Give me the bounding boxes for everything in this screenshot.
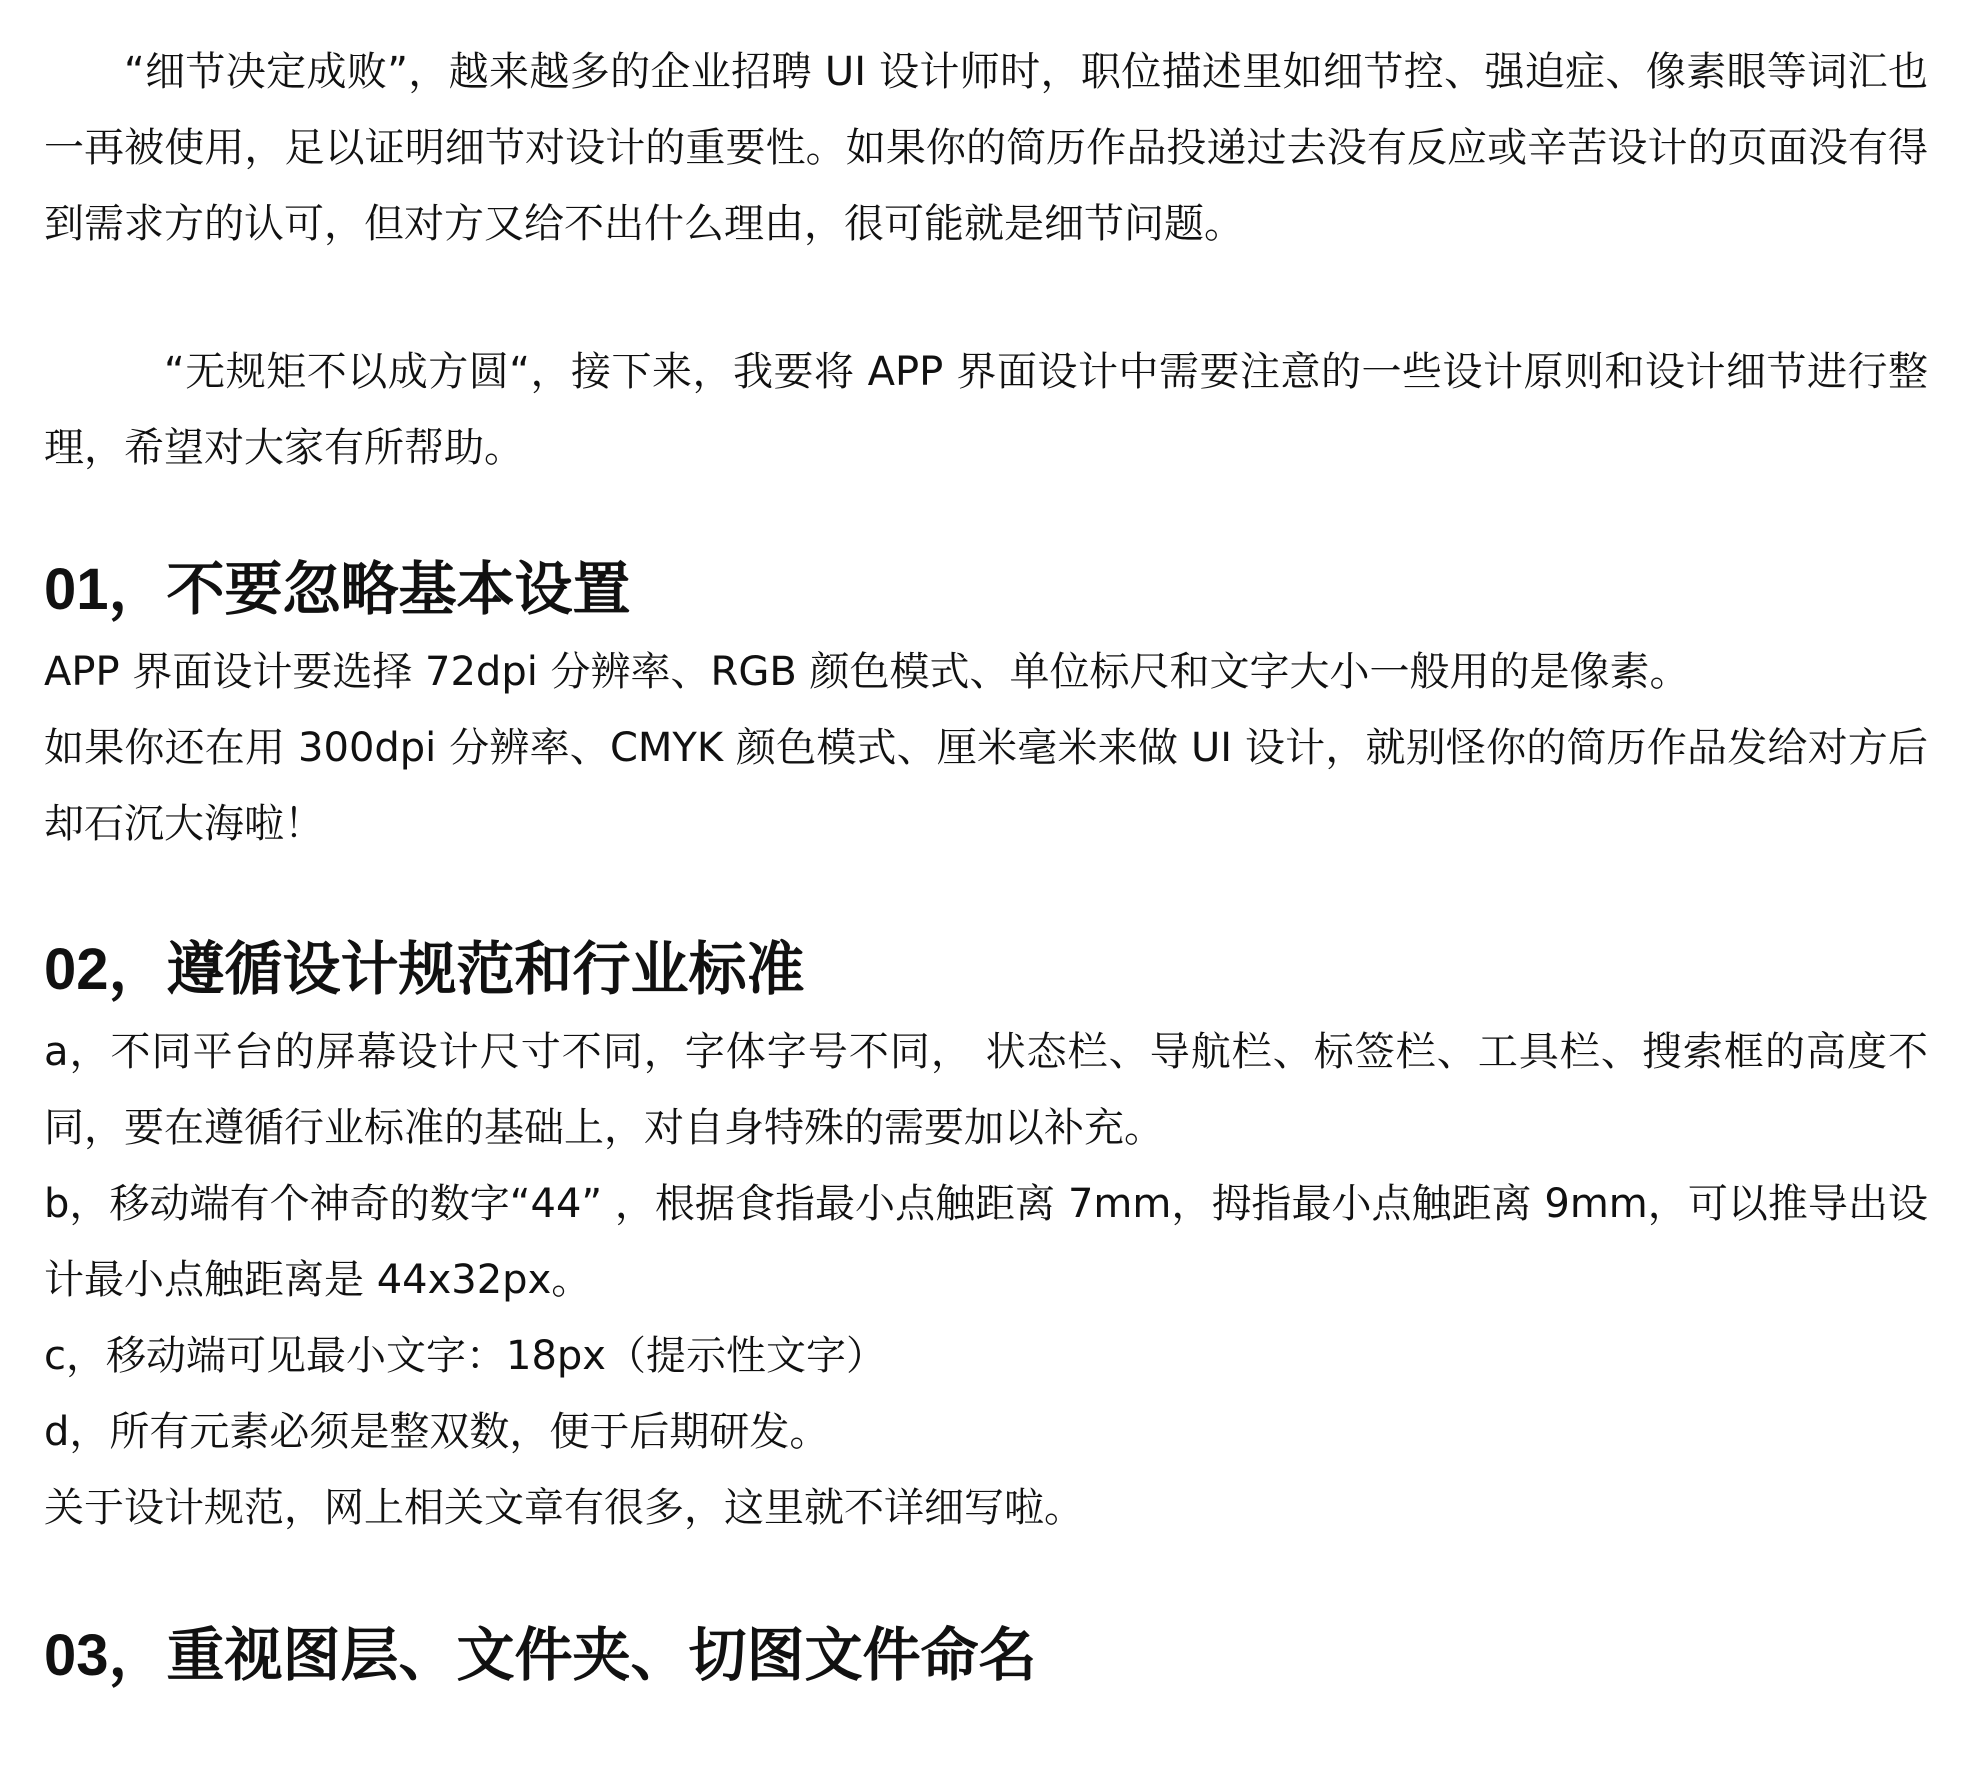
section-heading-01: 01，不要忽略基本设置 bbox=[44, 557, 631, 622]
intro-paragraph-1: “细节决定成败”，越来越多的企业招聘 UI 设计师时，职位描述里如细节控、强迫症、像素眼等词汇也一再被使用，足以证明细节对设计的重要性。如果你的简历作品投递过去没有反应或辛苦设计的页面没有得到需求方的认可，但对方又给不出什么理由，很可能就是细节问题。 bbox=[44, 49, 1928, 247]
section-02-item-d: d，所有元素必须是整双数，便于后期研发。 bbox=[44, 1409, 830, 1455]
intro-paragraph-2: “无规矩不以成方圆“，接下来，我要将 APP 界面设计中需要注意的一些设计原则和设计细节进行整理，希望对大家有所帮助。 bbox=[44, 349, 1928, 471]
section-01-line-1: APP 界面设计要选择 72dpi 分辨率、RGB 颜色模式、单位标尺和文字大小一般用的是像素。 bbox=[44, 649, 1690, 695]
section-02-item-c: c，移动端可见最小文字：18px（提示性文字） bbox=[44, 1333, 886, 1379]
section-02-item-a: a，不同平台的屏幕设计尺寸不同，字体字号不同， 状态栏、导航栏、标签栏、工具栏、搜索框的高度不同，要在遵循行业标准的基础上，对自身特殊的需要加以补充。 bbox=[44, 1029, 1928, 1151]
section-heading-03: 03，重视图层、文件夹、切图文件命名 bbox=[44, 1623, 1037, 1688]
section-heading-02: 02，遵循设计规范和行业标准 bbox=[44, 937, 805, 1002]
section-01-line-2: 如果你还在用 300dpi 分辨率、CMYK 颜色模式、厘米毫米来做 UI 设计，就别怪你的简历作品发给对方后却石沉大海啦！ bbox=[44, 725, 1928, 847]
section-02-note: 关于设计规范，网上相关文章有很多，这里就不详细写啦。 bbox=[44, 1485, 1084, 1531]
article-body bbox=[44, 0, 1928, 1770]
section-02-item-b: b，移动端有个神奇的数字“44” ，根据食指最小点触距离 7mm，拇指最小点触距离 9mm，可以推导出设计最小点触距离是 44x32px。 bbox=[44, 1181, 1928, 1303]
